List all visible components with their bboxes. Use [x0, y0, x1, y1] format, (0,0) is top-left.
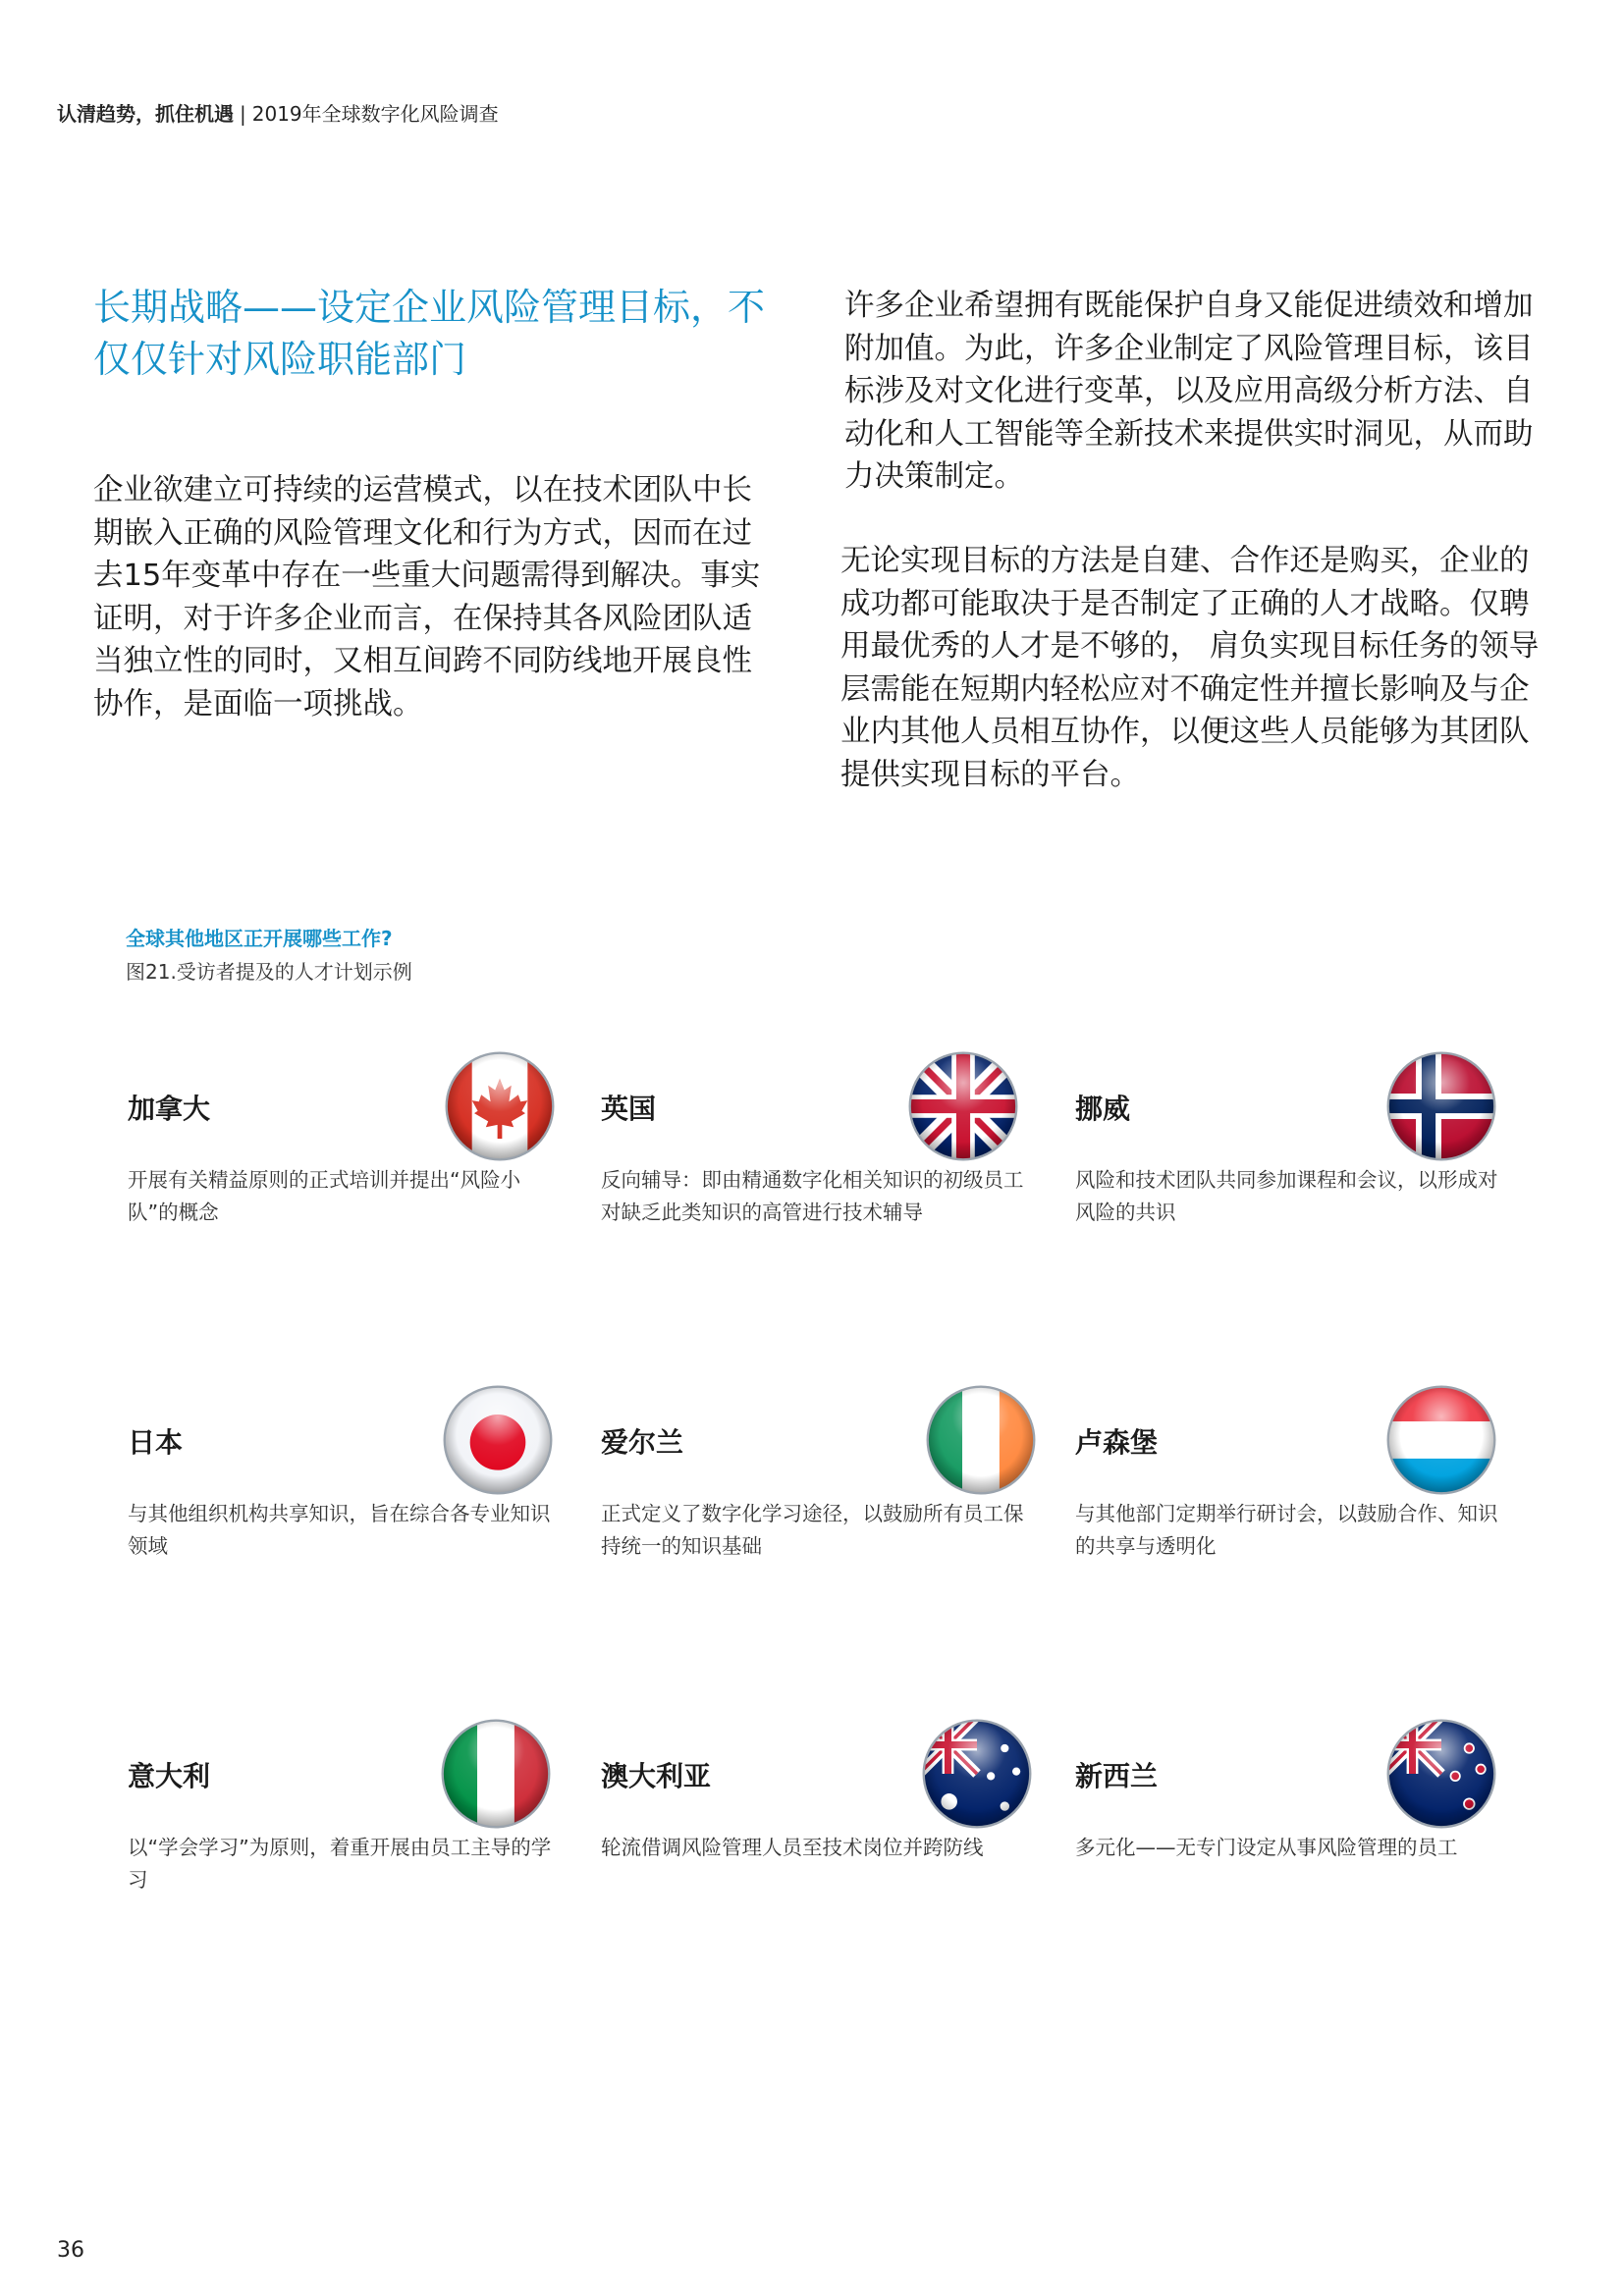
running-header — [57, 98, 499, 127]
header-subtitle: 2019年全球数字化风险调查 — [251, 102, 499, 126]
italy-flag-icon — [438, 1716, 554, 1832]
country-description: 与其他部门定期举行研讨会，以鼓励合作、知识的共享与透明化 — [1075, 1502, 1498, 1558]
country-description: 以“学会学习”为原则，着重开展由员工主导的学习 — [128, 1836, 552, 1892]
country-description: 风险和技术团队共同参加课程和会议，以形成对风险的共识 — [1075, 1168, 1498, 1224]
country-card-italy — [126, 1716, 587, 1932]
australia-flag-icon — [919, 1716, 1035, 1832]
country-card-norway — [1073, 1048, 1535, 1264]
paragraph-right-1: 许多企业希望拥有既能保护自身又能促进绩效和增加附加值。为此，许多企业制定了风险管理目标，该目标涉及对文化进行变革，以及应用高级分析方法、自动化和人工智能等全新技术来提供实时洞见，从而助力决策制定。 — [844, 289, 1534, 494]
country-name: 日本 — [128, 1426, 184, 1459]
country-description: 轮流借调风险管理人员至技术岗位并跨防线 — [601, 1836, 984, 1859]
uk-flag-icon — [905, 1048, 1021, 1164]
paragraph-left: 企业欲建立可持续的运营模式，以在技术团队中长期嵌入正确的风险管理文化和行为方式，因而在过去15年变革中存在一些重大问题需得到解决。事实证明，对于许多企业而言，在保持其各风险团队适当独立性的同时，又相互间跨不同防线地开展良性协作，是面临一项挑战。 — [93, 473, 761, 721]
japan-flag-icon — [440, 1382, 556, 1498]
luxembourg-flag-icon — [1383, 1382, 1499, 1498]
country-card-japan — [126, 1382, 587, 1598]
country-card-luxembourg — [1073, 1382, 1535, 1598]
country-name: 意大利 — [128, 1760, 211, 1792]
country-name: 新西兰 — [1075, 1760, 1159, 1792]
country-card-australia — [599, 1716, 1060, 1932]
figure-caption: 图21.受访者提及的人才计划示例 — [126, 960, 412, 984]
country-name: 澳大利亚 — [601, 1760, 712, 1792]
country-description: 与其他组织机构共享知识，旨在综合各专业知识领域 — [128, 1502, 551, 1558]
country-card-uk — [599, 1048, 1060, 1264]
country-description: 开展有关精益原则的正式培训并提出“风险小队”的概念 — [128, 1168, 521, 1224]
country-name: 加拿大 — [128, 1093, 211, 1125]
new-zealand-flag-icon — [1383, 1716, 1499, 1832]
country-name: 挪威 — [1075, 1093, 1131, 1125]
paragraph-right-2: 无论实现目标的方法是自建、合作还是购买，企业的成功都可能取决于是否制定了正确的人才战略。仅聘用最优秀的人才是不够的， 肩负实现目标任务的领导层需能在短期内轻松应对不确定性并擅长影响及与企业内其他人员相互协作，以便这些人员能够为其团队提供实现目标的平台。 — [840, 544, 1540, 792]
page-number: 36 — [57, 2238, 84, 2263]
figure-title: 全球其他地区正开展哪些工作? — [126, 927, 393, 950]
country-card-canada — [126, 1048, 587, 1264]
country-description: 多元化——无专门设定从事风险管理的员工 — [1075, 1836, 1458, 1859]
ireland-flag-icon — [923, 1382, 1039, 1498]
country-name: 爱尔兰 — [601, 1426, 684, 1459]
country-description: 正式定义了数字化学习途径，以鼓励所有员工保持统一的知识基础 — [601, 1502, 1024, 1558]
country-card-new-zealand — [1073, 1716, 1535, 1932]
header-separator: | — [240, 102, 246, 126]
country-description: 反向辅导：即由精通数字化相关知识的初级员工对缺乏此类知识的高管进行技术辅导 — [601, 1168, 1024, 1224]
canada-flag-icon — [442, 1048, 558, 1164]
section-heading: 长期战略——设定企业风险管理目标，不仅仅针对风险职能部门 — [93, 286, 766, 381]
country-name: 卢森堡 — [1075, 1426, 1159, 1459]
norway-flag-icon — [1383, 1048, 1499, 1164]
country-card-ireland — [599, 1382, 1060, 1598]
country-name: 英国 — [601, 1093, 657, 1125]
header-title: 认清趋势，抓住机遇 — [57, 102, 234, 126]
